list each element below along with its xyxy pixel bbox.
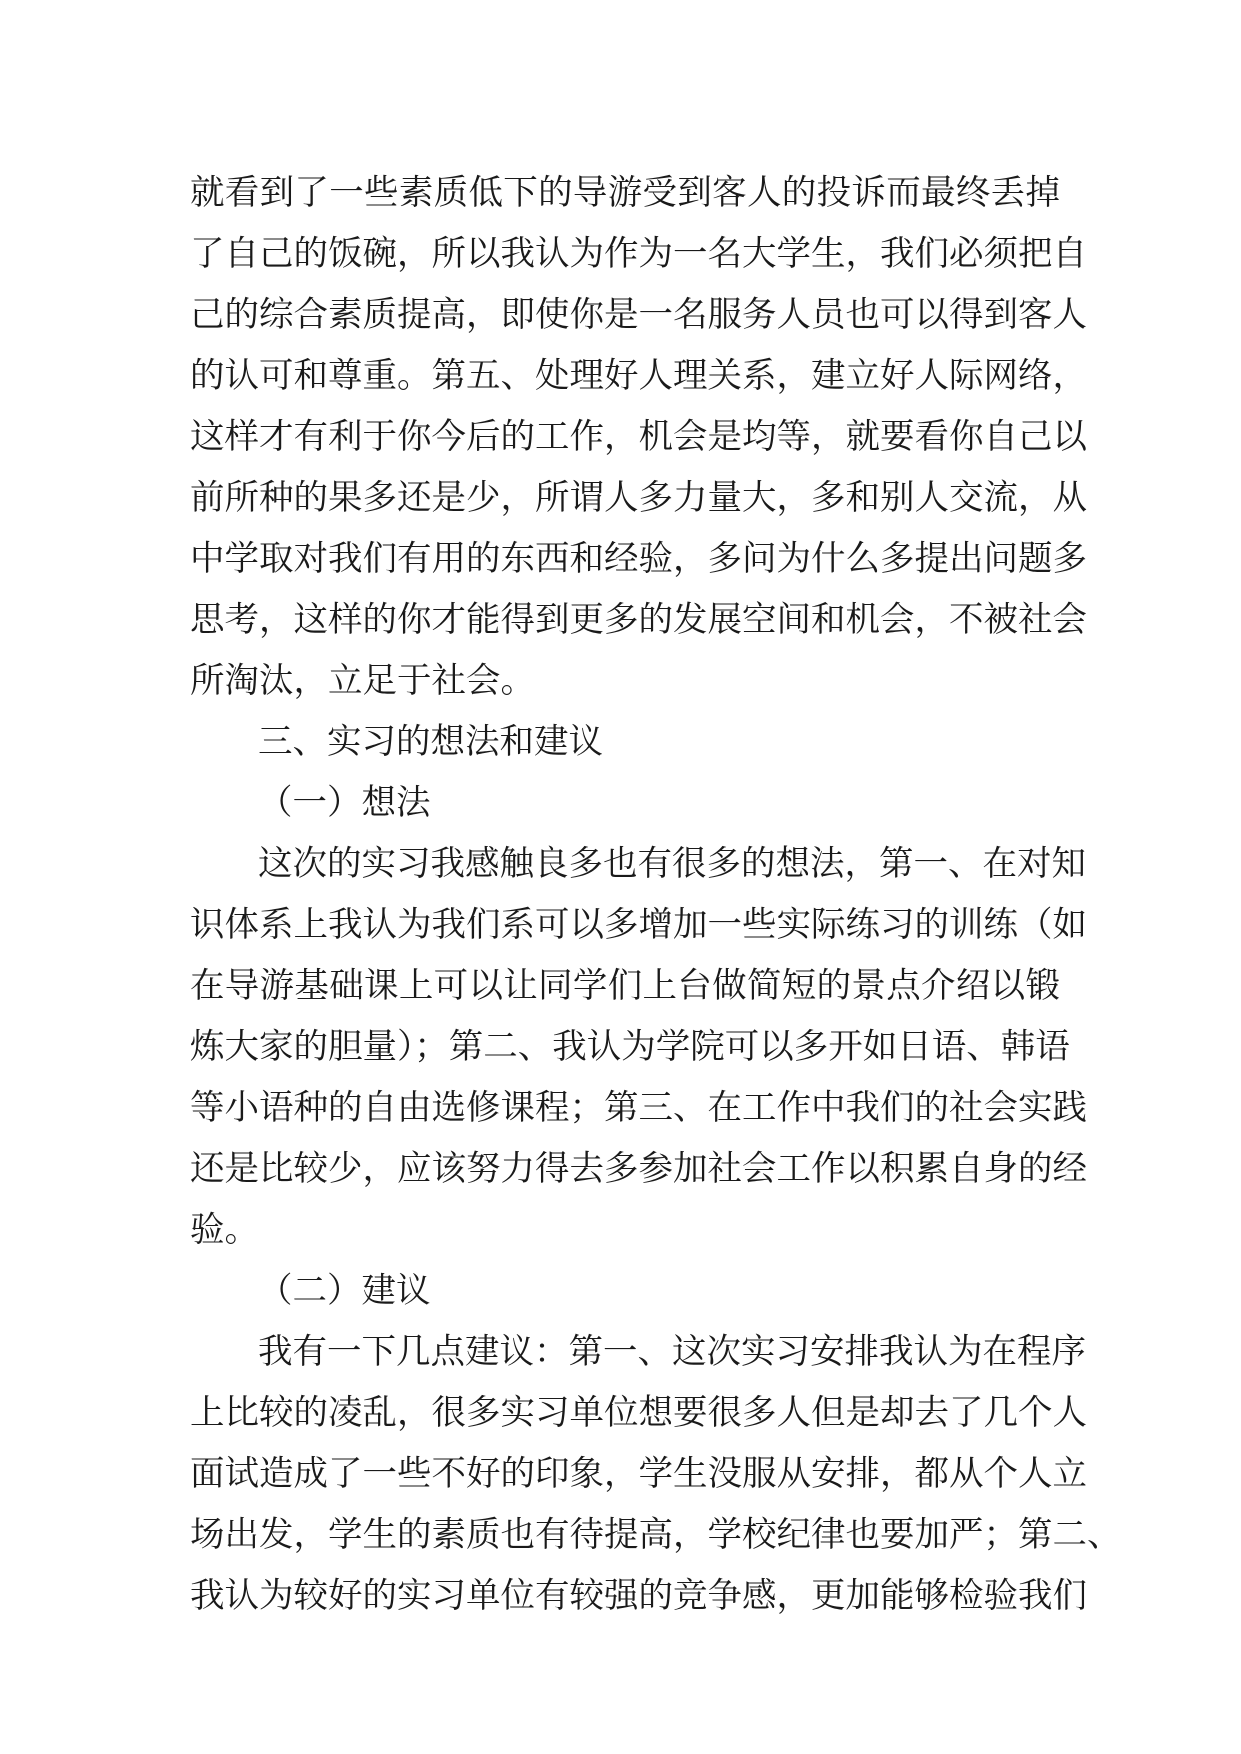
text-line: 等小语种的自由选修课程；第三、在工作中我们的社会实践 bbox=[190, 1088, 1087, 1128]
text-line: 了自己的饭碗，所以我认为作为一名大学生，我们必须把自 bbox=[190, 234, 1087, 274]
text-line: 所淘汰，立足于社会。 bbox=[190, 661, 535, 701]
text-line: 前所种的果多还是少，所谓人多力量大，多和别人交流，从 bbox=[190, 478, 1087, 518]
text-line: 上比较的凌乱，很多实习单位想要很多人但是却去了几个人 bbox=[190, 1393, 1087, 1433]
text-line: 思考，这样的你才能得到更多的发展空间和机会，不被社会 bbox=[190, 600, 1087, 640]
text-line: 面试造成了一些不好的印象，学生没服从安排，都从个人立 bbox=[190, 1454, 1087, 1494]
text-line: 在导游基础课上可以让同学们上台做简短的景点介绍以锻 bbox=[190, 966, 1060, 1006]
text-line: 验。 bbox=[190, 1210, 259, 1250]
paragraph-first-line: 我有一下几点建议：第一、这次实习安排我认为在程序 bbox=[258, 1332, 1086, 1372]
text-line: 我认为较好的实习单位有较强的竞争感，更加能够检验我们 bbox=[190, 1576, 1087, 1616]
paragraph-first-line: 这次的实习我感触良多也有很多的想法，第一、在对知 bbox=[258, 844, 1086, 884]
text-line: 还是比较少，应该努力得去多参加社会工作以积累自身的经 bbox=[190, 1149, 1087, 1189]
subsection-heading: （一）想法 bbox=[258, 783, 431, 823]
section-heading: 三、实习的想法和建议 bbox=[258, 722, 603, 762]
text-line: 炼大家的胆量）；第二、我认为学院可以多开如日语、韩语 bbox=[190, 1027, 1070, 1067]
text-line: 的认可和尊重。第五、处理好人理关系，建立好人际网络， bbox=[190, 356, 1087, 396]
text-line: 识体系上我认为我们系可以多增加一些实际练习的训练（如 bbox=[190, 905, 1087, 945]
text-line: 场出发，学生的素质也有待提高，学校纪律也要加严；第二、 bbox=[190, 1515, 1122, 1555]
subsection-heading: （二）建议 bbox=[258, 1271, 431, 1311]
text-line: 这样才有利于你今后的工作，机会是均等，就要看你自己以 bbox=[190, 417, 1087, 457]
text-line: 就看到了一些素质低下的导游受到客人的投诉而最终丢掉 bbox=[190, 173, 1060, 213]
text-line: 中学取对我们有用的东西和经验，多问为什么多提出问题多 bbox=[190, 539, 1087, 579]
text-line: 己的综合素质提高，即使你是一名服务人员也可以得到客人 bbox=[190, 295, 1087, 335]
